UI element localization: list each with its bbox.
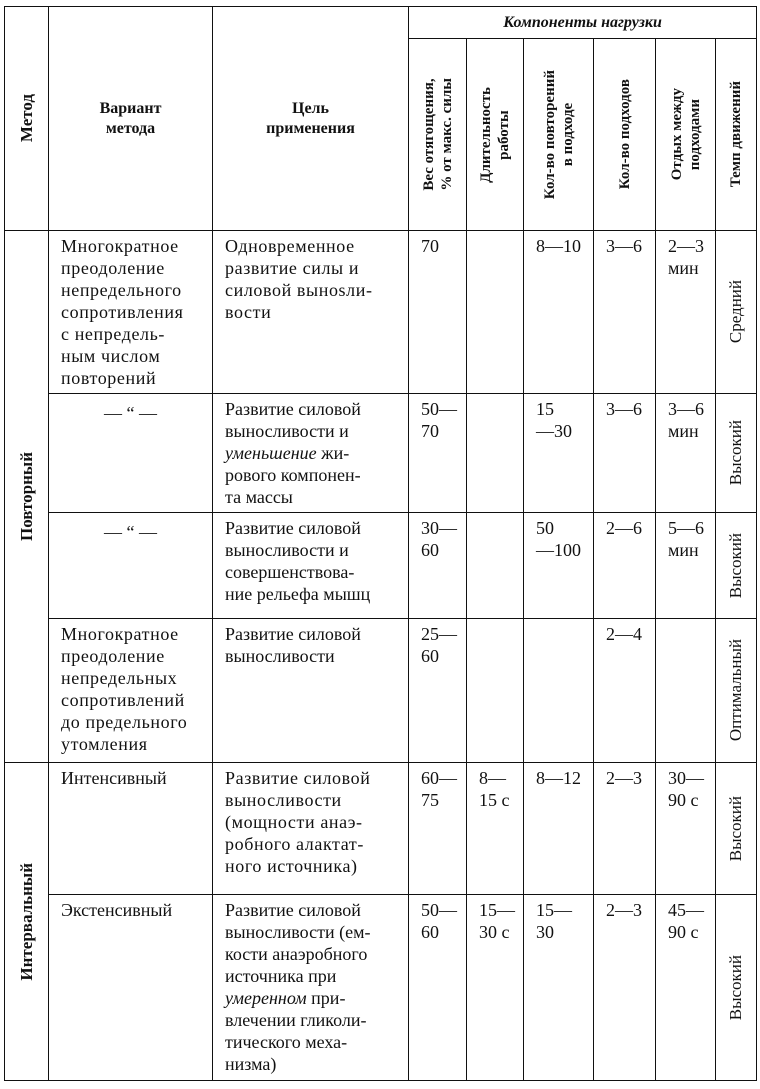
table-row [5,619,757,763]
goal-text-end: при- влечении гликоли- тического меха- низма) [225,988,367,1074]
rest-value [656,619,715,627]
table-row [5,513,757,619]
tempo-value: Высокий [726,795,746,862]
reps-value [524,619,593,627]
header-duration-cell [467,39,524,231]
method-label: Интервальный [16,862,36,981]
variant-ditto: — “ — [104,522,157,542]
goal-text: Развитие силовой выносливости (мощности анаэ- робного алактат- ного источника) [225,768,371,876]
weight-value: 50— 70 [421,399,457,441]
weight-value: 60— 75 [421,768,457,810]
weight-value: 30— 60 [421,518,457,560]
tempo-value: Оптимальный [726,639,746,742]
variant-text: Многократное преодоление непредельного сопротивления с непредель- ным числом повторений [61,236,184,388]
goal-text-emphasis: уменьшение [225,443,317,463]
goal-text-start: Развитие силовой выносливости и [225,399,361,441]
sets-value: 2—6 [606,518,642,538]
goal-text-start: Развитие силовой выносливости (ем- кости анаэробного источника при [225,900,371,986]
rest-value: 30— 90 с [668,768,704,810]
header-method-cell [5,7,49,231]
weight-value: 50— 60 [421,900,457,942]
reps-value: 8—10 [536,236,581,256]
weight-value: 25— 60 [421,624,457,666]
method-label: Повторный [16,451,36,541]
header-rest-cell [656,39,716,231]
goal-text [213,394,408,512]
variant-text: Экстенсивный [61,900,173,920]
weight-value: 70 [421,236,439,256]
header-goal: Цель применения [213,7,409,231]
header-sets-cell [594,39,656,231]
sets-value: 2—4 [606,624,642,644]
table-row [5,231,757,394]
header-weight-cell [409,39,467,231]
duration-value [467,619,523,627]
tempo-value: Средний [726,280,746,344]
rest-value: 45— 90 с [668,900,704,942]
tempo-value: Высокий [726,532,746,599]
variant-ditto: — “ — [104,403,157,423]
header-components: Компоненты нагрузки [409,7,757,39]
header-tempo: Темп движений [728,81,745,188]
header-weight: Вес отягощения, % от макс. силы [420,78,455,191]
reps-value: 50 —100 [536,518,581,560]
sets-value: 3—6 [606,399,642,419]
training-methods-table [4,6,757,1081]
duration-value [467,513,523,521]
header-reps: Кол-во повторений в подходе [541,69,576,200]
duration-value [467,394,523,402]
tempo-value: Высокий [726,954,746,1021]
goal-text-end: жи- рового компонен- та массы [225,443,361,507]
goal-text: Одновременное развитие силы и силовой вынosли- вости [225,236,373,322]
reps-value: 15 —30 [536,399,572,441]
header-method: Метод [16,94,36,143]
sets-value: 3—6 [606,236,642,256]
sets-value: 2—3 [606,768,642,788]
header-rest: Отдых между подходами [668,88,703,181]
goal-text: Развитие силовой выносливости и совершенствова- ние рельефа мышц [225,518,371,604]
goal-text [213,895,408,1079]
header-variant: Вариант метода [49,7,213,231]
sets-value: 2—3 [606,900,642,920]
method-cell-interval [5,763,49,1081]
method-cell-repeated [5,231,49,763]
table-row [5,895,757,1081]
table-row [5,763,757,895]
header-reps-cell [524,39,594,231]
duration-value [467,231,523,239]
duration-value: 8— 15 с [479,768,510,810]
reps-value: 8—12 [536,768,581,788]
header-tempo-cell [716,39,757,231]
header-duration: Длительность работы [478,86,512,183]
goal-text: Развитие силовой выносливости [225,624,361,666]
rest-value: 2—3 мин [668,236,704,278]
table-row [5,394,757,513]
header-sets: Кол-во подходов [616,79,633,190]
reps-value: 15— 30 [536,900,572,942]
variant-text: Интенсивный [61,768,167,788]
rest-value: 3—6 мин [668,399,704,441]
duration-value: 15— 30 с [479,900,515,942]
rest-value: 5—6 мин [668,518,704,560]
goal-text-emphasis: умеренном [225,988,307,1008]
tempo-value: Высокий [726,420,746,486]
variant-text: Многократное преодоление непредельных сопротивлений до предельного утомления [61,624,188,754]
